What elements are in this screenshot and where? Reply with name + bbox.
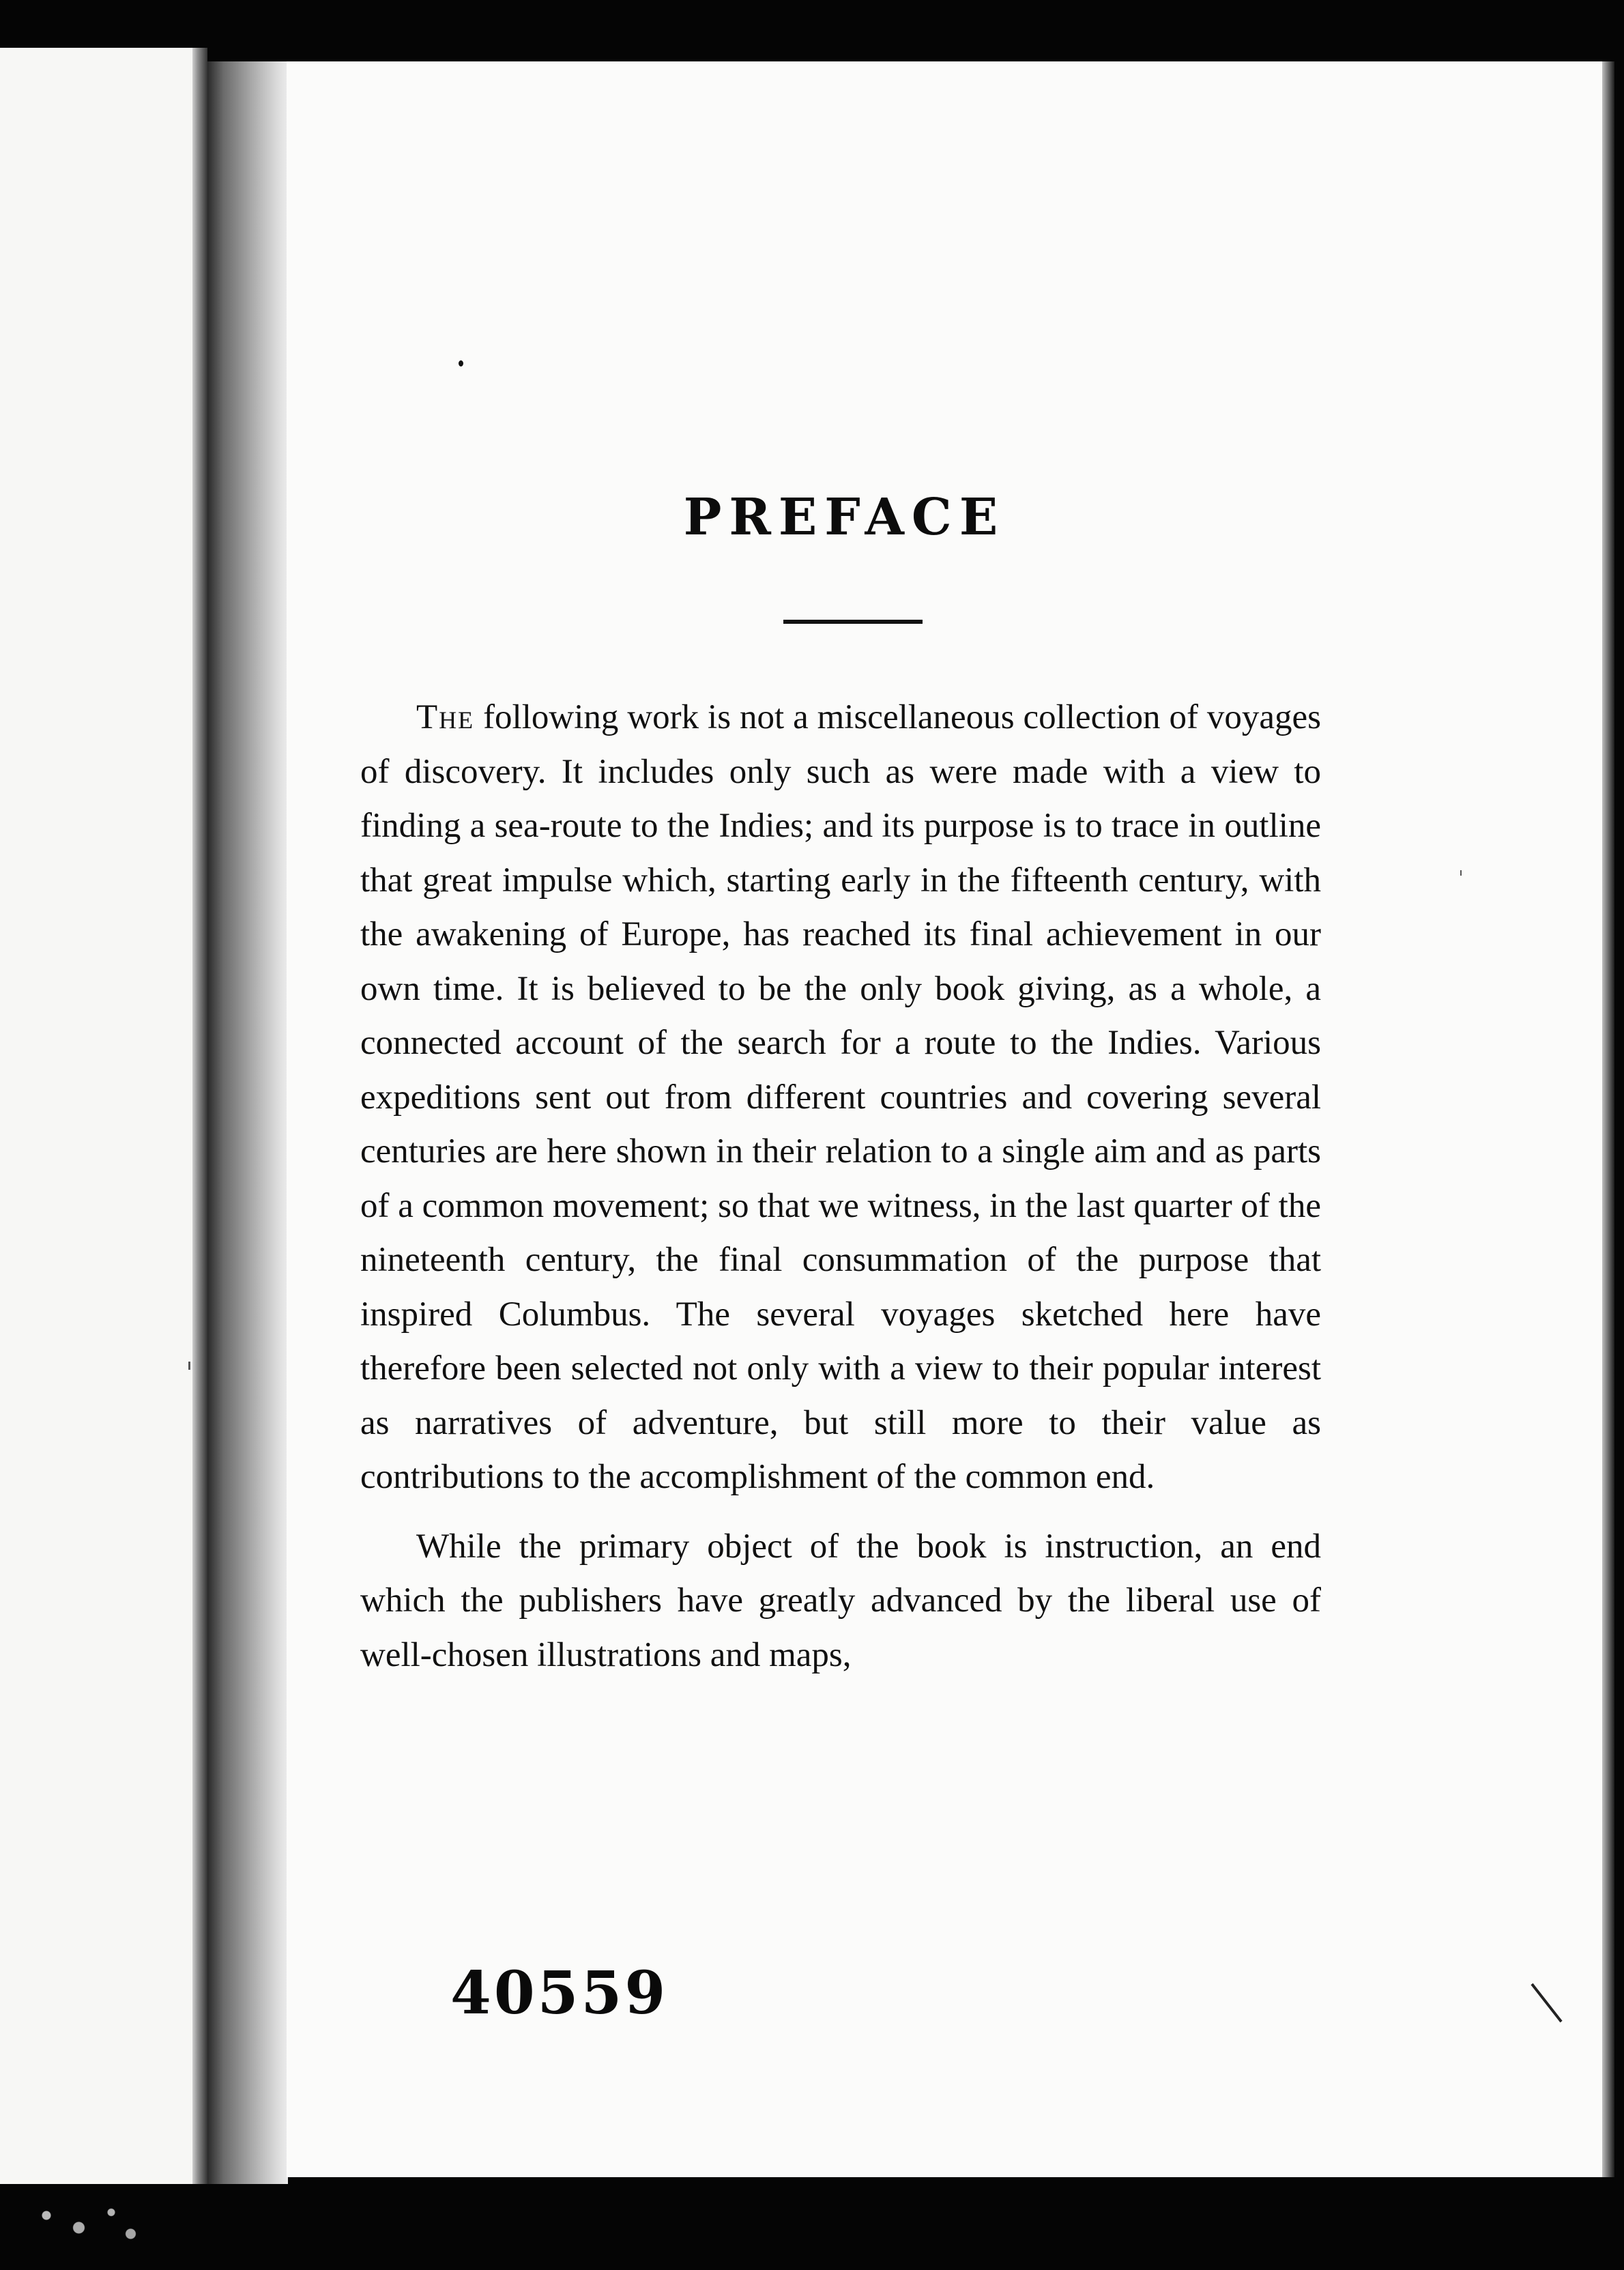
left-page-edge	[192, 48, 207, 2184]
left-facing-page	[0, 48, 192, 2184]
margin-tick	[188, 1362, 190, 1370]
paragraph-1	[360, 691, 1321, 1505]
paragraph-2-text: While the primary object of the book is instruction, an end which the publishers have greatly advanced by the liberal use of well-chosen illustrations and maps,	[360, 1527, 1321, 1674]
paper-wear-speckle	[20, 2191, 150, 2252]
preface-body	[360, 691, 1321, 1682]
margin-tick	[1460, 870, 1462, 876]
paragraph-1-text: following work is not a miscellaneous collection of voyages of discovery. It includes only such as were made with a view to finding a sea-route to the Indies; and its purpose is to trace in outline that great impulse which, starting early in the fifteenth century, with the awakening of Europe, has reached its final achievement in our own time. It is believed to be the only book giving, as a whole, a connected account of the search for a route to the Indies. Various expeditions sent out from different countries and covering several centuries are here shown in their relation to a single aim and as parts of a common movement; so that we witness, in the last quarter of the nineteenth century, the final consummation of the purpose that inspired Columbus. The several voyages sketched here have therefore been selected not only with a view to their popular interest as narratives of adventure, but still more to their value as contributions to the accomplishment of the common end.	[360, 698, 1321, 1496]
book-gutter-shadow	[207, 61, 288, 2184]
paragraph-2	[360, 1520, 1321, 1683]
ink-speck	[459, 360, 463, 367]
library-accession-number: 40559	[450, 1959, 669, 2028]
right-page-edge	[1602, 61, 1614, 2177]
page-title: PREFACE	[683, 488, 1006, 547]
title-rule	[783, 620, 923, 624]
paragraph-1-lead: The	[416, 698, 475, 736]
